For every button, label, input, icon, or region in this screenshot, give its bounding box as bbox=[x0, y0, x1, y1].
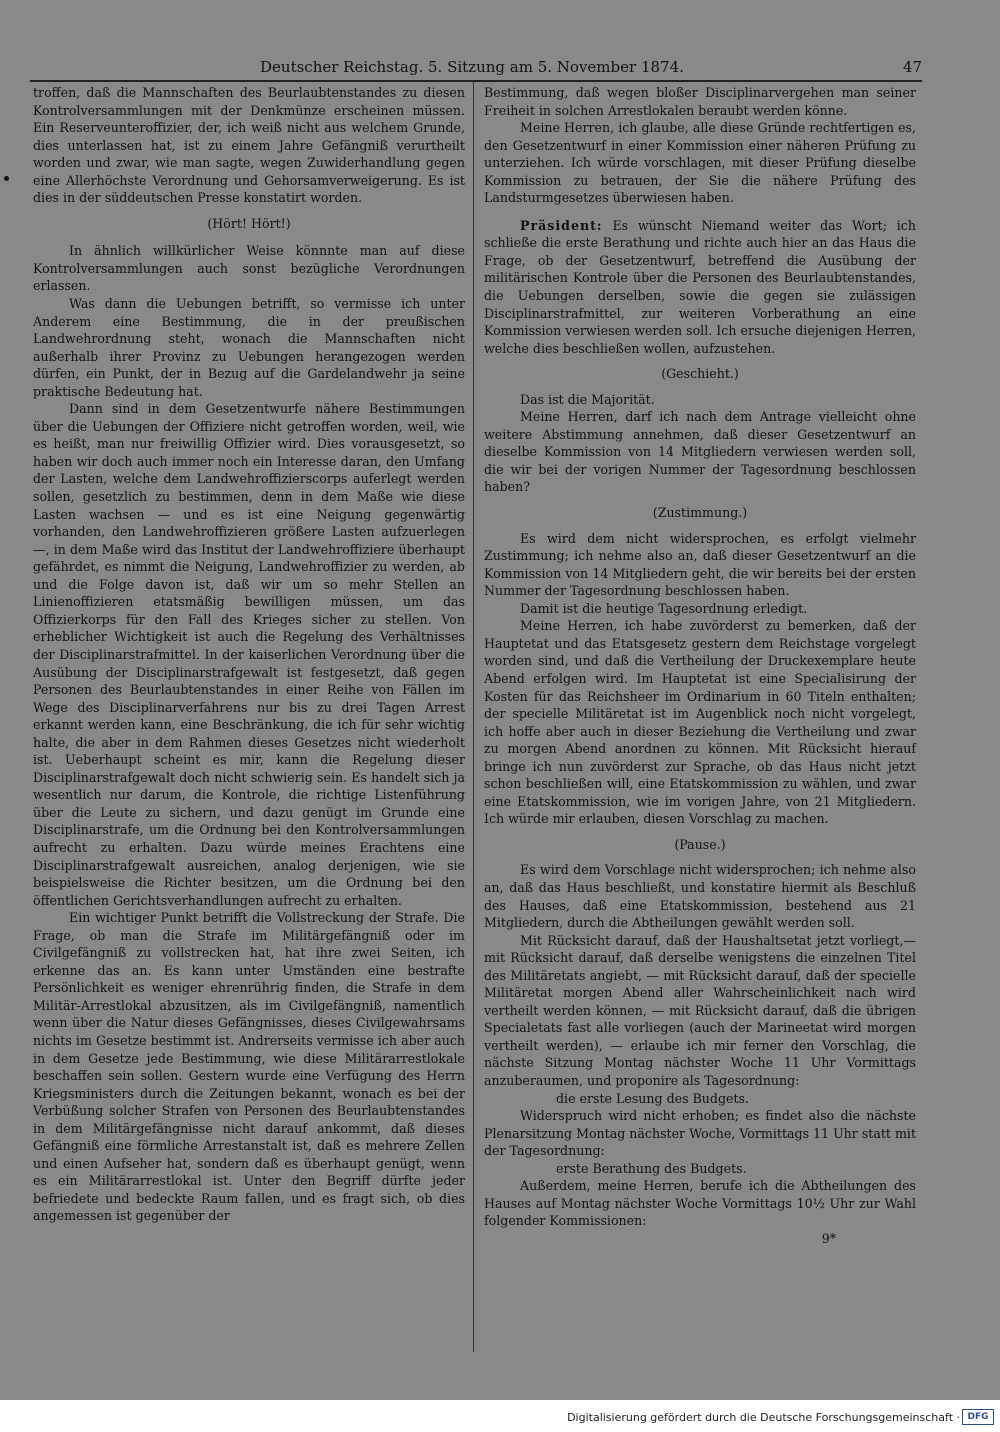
header-rule bbox=[30, 80, 922, 82]
right-column bbox=[484, 84, 916, 1247]
paragraph: Meine Herren, ich habe zuvörderst zu bemerken, daß der Hauptetat und das Etatsgesetz gestern dem Reichstage vorgelegt worden sind, und daß die Vertheilung der Druckexemplare heute Abend erfolgen wird. Im Hauptetat ist eine Specialisirung der Kosten für das Reichsheer im Ordinarium in 60 Titeln enthalten; der specielle Militäretat ist im Augenblick noch nicht vorgelegt, ich hoffe aber auch in dieser Beziehung die Vertheilung und zwar zu morgen Abend anordnen zu können. Mit Rücksicht hierauf bringe ich nun zuvörderst zur Sprache, ob das Haus nicht jetzt schon beschließen will, eine Etatskommission zu wählen, und zwar eine Etatskommission, wie im vorigen Jahre, von 21 Mitgliedern. Ich würde mir erlauben, diesen Vorschlag zu machen. bbox=[484, 618, 916, 827]
interjection: (Geschieht.) bbox=[661, 366, 739, 382]
left-column bbox=[33, 84, 465, 1225]
paragraph: Bestimmung, daß wegen bloßer Disciplinarvergehen man seiner Freiheit in solchen Arrestlokalen beraubt werden könne. bbox=[484, 85, 916, 118]
footer-bar bbox=[0, 1400, 1000, 1432]
running-title: Deutscher Reichstag. 5. Sitzung am 5. November 1874. bbox=[260, 58, 684, 76]
paragraph: Widerspruch wird nicht erhoben; es findet also die nächste Plenarsitzung Montag nächster Woche, Vormittags 11 Uhr statt mit der Tagesordnung: bbox=[484, 1108, 916, 1159]
statement-text: Es wünscht Niemand weiter das Wort; ich schließe die erste Berathung und richte auch hier an das Haus die Frage, ob der Gesetzentwurf, betreffend die Ausübung der militärischen Kontrole über die Personen des Beurlaubtenstandes, die Uebungen derselben, sowie die gegen sie zulässigen Disciplinarstrafmittel, zur weiteren Vorberathung an eine Kommission verwiesen werden soll. Ich ersuche diejenigen Herren, welche dies beschließen wollen, aufzustehen. bbox=[484, 217, 916, 356]
paragraph: In ähnlich willkürlicher Weise könnnte man auf diese Kontrolversammlungen auch sonst bezügliche Verordnungen erlassen. bbox=[33, 243, 465, 294]
funding-credit: Digitalisierung gefördert durch die Deutsche Forschungsgemeinschaft · bbox=[567, 1411, 960, 1424]
dfg-logo: DFG bbox=[962, 1409, 994, 1425]
paragraph: Es wird dem nicht widersprochen, es erfolgt vielmehr Zustimmung; ich nehme also an, daß dieser Gesetzentwurf an die Kommission von 14 Mitgliedern geht, die wir bereits bei der ersten Nummer der Tagesordnung beschlossen haben. bbox=[484, 530, 916, 599]
paragraph: Was dann die Uebungen betrifft, so vermisse ich unter Anderem eine Bestimmung, die in der preußischen Landwehrordnung steht, wonach die Mannschaften nicht außerhalb ihrer Provinz zu Uebungen herangezogen werden dürfen, ein Punkt, der in Bezug auf die Gardelandwehr ja seine praktische Bedeutung hat. bbox=[33, 296, 465, 399]
signature-mark: 9* bbox=[821, 1230, 836, 1246]
president-statement bbox=[484, 217, 916, 357]
paragraph: Es wird dem Vorschlage nicht widersprochen; ich nehme also an, daß das Haus beschließt, und konstatire hiermit als Beschluß des Hauses, daß eine Etatskommission, bestehend aus 21 Mitgliedern, durch die Abtheilungen gewählt werden soll. bbox=[484, 862, 916, 931]
page-number: 47 bbox=[902, 58, 922, 76]
paragraph: Damit ist die heutige Tagesordnung erledigt. bbox=[520, 600, 808, 616]
paragraph: Meine Herren, ich glaube, alle diese Gründe rechtfertigen es, den Gesetzentwurf in einer Kommission einer näheren Prüfung zu unterziehen. Ich würde vorschlagen, mit dieser Prüfung dieselbe Kommission zu betrauen, der Sie die nähere Prüfung des Landsturmgesetzes überwiesen haben. bbox=[484, 120, 916, 206]
paragraph: Ein wichtiger Punkt betrifft die Vollstreckung der Strafe. Die Frage, ob man die Strafe im Militärgefängniß oder im Civilgefängniß zu vollstrecken hat, hat ihre zwei Seiten, ich erkenne das an. Es kann unter Umständen eine bestrafte Persönlichkeit es weniger ehrenrührig finden, die Strafe in dem Militär-Arrestlokal abzusitzen, als im Civilgefängniß, namentlich wenn über die Natur dieses Gefängnisses, dieses Civilgewahrsams nichts im Gesetze bestimmt ist. Andrerseits vermisse ich aber auch in dem Gesetze jede Bestimmung, wie diese Militärarrestlokale beschaffen sein sollen. Gestern wurde eine Verfügung des Herrn Kriegsministers durch die Zeitungen bekannt, wonach es bei der Verbüßung solcher Strafen von Personen des Beurlaubtenstandes in dem Militärgefängnisse nicht darauf ankommt, daß dieses Gefängniß eine förmliche Arrestanstalt ist, daß es mehrere Zellen und einen Aufseher hat, sondern daß es überhaupt genügt, wenn es ein Militärarrestlokal ist. Unter den Begriff dürfte jeder befriedete und bedeckte Raum fallen, und es fragt sich, ob dies angemessen ist gegenüber der bbox=[33, 910, 465, 1224]
speaker-label: Präsident: bbox=[520, 217, 603, 233]
interjection: (Zustimmung.) bbox=[652, 505, 748, 521]
column-divider bbox=[473, 82, 474, 1352]
paragraph: Mit Rücksicht darauf, daß der Haushaltsetat jetzt vorliegt,— mit Rücksicht darauf, daß derselbe wenigstens die einzelnen Titel des Militäretats angiebt, — mit Rücksicht darauf, daß der specielle Militäretat morgen Abend aller Wahrscheinlichkeit nach wird vertheilt werden können, — mit Rücksicht darauf, daß die übrigen Specialetats fast alle vorliegen (auch der Marineetat wird morgen vertheilt werden), — erlaube ich mir ferner den Vorschlag, die nächste Sitzung Montag nächster Woche 11 Uhr Vormittags anzuberaumen, und proponire als Tagesordnung: bbox=[484, 932, 916, 1088]
paragraph: troffen, daß die Mannschaften des Beurlaubtenstandes zu diesen Kontrolversammlungen mit der Denkmünze erscheinen müssen. Ein Reserveunteroffizier, der, ich weiß nicht aus welchem Grunde, dies unterlassen hat, ist zu einem Jahre Gefängniß verurtheilt worden und zwar, wie man sagte, wegen Zuwiderhandlung gegen eine Allerhöchste Verordnung und Gehorsamverweigerung. Es ist dies in der süddeutschen Presse konstatirt worden. bbox=[33, 85, 465, 206]
agenda-item: erste Berathung des Budgets. bbox=[556, 1160, 747, 1176]
interjection: (Pause.) bbox=[674, 836, 726, 852]
agenda-item: die erste Lesung des Budgets. bbox=[556, 1090, 750, 1106]
paragraph: Außerdem, meine Herren, berufe ich die Abtheilungen des Hauses auf Montag nächster Woche Vormittags 10½ Uhr zur Wahl folgender Kommissionen: bbox=[484, 1178, 916, 1229]
paragraph: Das ist die Majorität. bbox=[520, 391, 655, 407]
paragraph: Dann sind in dem Gesetzentwurfe nähere Bestimmungen über die Uebungen der Offiziere nicht getroffen worden, weil, wie es heißt, man nur freiwillig Offizier wird. Dies vorausgesetzt, so haben wir doch auch immer noch ein Interesse daran, den Umfang der Lasten, welche dem Landwehroffizierscorps auferlegt werden sollen, gesetzlich zu bestimmen, denn in dem Maße wie diese Lasten wachsen — und es ist eine Neigung gegenwärtig vorhanden, den Landwehroffizieren größere Lasten aufzuerlegen —, in dem Maße wird das Institut der Landwehroffiziere überhaupt gefährdet, es nimmt die Neigung, Landwehroffizier zu werden, ab und die Folge davon ist, daß wir um so mehr Stellen an Linienoffizieren etatsmäßig bewilligen müssen, um das Offizierkorps für den Fall des Krieges sicher zu stellen. Von erheblicher Wichtigkeit ist auch die Regelung des Verhältnisses der Disciplinarstrafmittel. In der kaiserlichen Verordnung über die Ausübung der Disciplinarstrafgewalt ist festgesetzt, daß gegen Personen des Beurlaubtenstandes in einer Reihe von Fällen im Wege des Disciplinarverfahrens nur bis zu drei Tagen Arrest erkannt werden kann, eine Beschränkung, die ich für sehr wichtig halte, die aber in dem Rahmen dieses Gesetzes nicht wiederholt ist. Ueberhaupt scheint es mir, kann die Regelung dieser Disciplinarstrafgewalt doch nicht schwierig sein. Es handelt sich ja wesentlich nur darum, die Kontrole, die richtige Listenführung über die Leute zu sichern, und dazu genügt im Grunde eine Disciplinarstrafe, um die Ordnung bei den Kontrolversammlungen aufrecht zu erhalten. Dazu würde meines Erachtens eine Disciplinarstrafgewalt ausreichen, analog derjenigen, wie sie beispielsweise die Richter besitzen, um die Ordnung bei den öffentlichen Gerichtsverhandlungen aufrecht zu erhalten. bbox=[33, 401, 465, 908]
interjection: (Hört! Hört!) bbox=[207, 215, 291, 231]
margin-dot bbox=[4, 176, 9, 181]
paragraph: Meine Herren, darf ich nach dem Antrage vielleicht ohne weitere Abstimmung annehmen, daß dieser Gesetzentwurf an dieselbe Kommission von 14 Mitgliedern verwiesen werden soll, die wir bei der vorigen Nummer der Tagesordnung beschlossen haben? bbox=[484, 409, 916, 495]
page-header bbox=[30, 58, 922, 80]
